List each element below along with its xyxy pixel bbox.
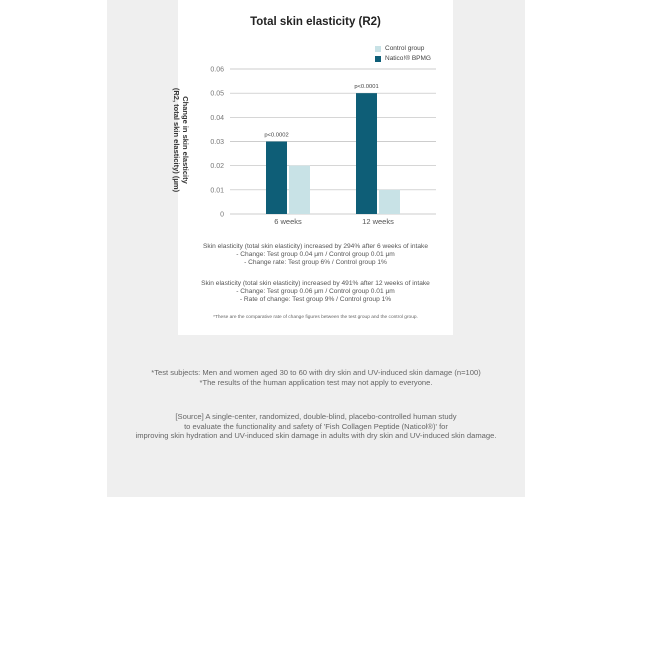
test-subjects-note bbox=[107, 368, 525, 387]
x-tick-label: 6 weeks bbox=[274, 217, 302, 226]
caption-12-weeks-line2: - Change: Test group 0.06 μm / Control group 0.01 μm bbox=[236, 288, 395, 295]
caption-12-weeks-line1: Skin elasticity (total skin elasticity) increased by 491% after 12 weeks of intake bbox=[201, 280, 430, 287]
test-subjects-line1: *Test subjects: Men and women aged 30 to 60 with dry skin and UV-induced skin damage (n=100) bbox=[151, 368, 481, 377]
bar-chart-plot bbox=[178, 0, 453, 240]
test-subjects-line2: *The results of the human application test may not apply to everyone. bbox=[199, 377, 433, 387]
bar-control-0 bbox=[289, 166, 310, 214]
y-axis-label-line1: Change in skin elasticity bbox=[181, 96, 190, 184]
legend-label-test: Natico!® BPMG bbox=[385, 55, 431, 62]
chart-footnote: *These are the comparative rate of change figures between the test group and the control group. bbox=[213, 315, 418, 320]
y-axis-label-line2: (R2, total skin elasticity) (μm) bbox=[172, 87, 181, 193]
caption-12-weeks-line3: - Rate of change: Test group 9% / Control group 1% bbox=[239, 296, 392, 303]
y-tick-label: 0.04 bbox=[210, 114, 224, 122]
caption-6-weeks-line2: - Change: Test group 0.04 μm / Control group 0.01 μm bbox=[236, 251, 395, 258]
source-line1: [Source] A single-center, randomized, double-blind, placebo-controlled human study bbox=[175, 412, 457, 421]
p-value-annotation: p<0.0001 bbox=[354, 84, 379, 91]
bar-test-0 bbox=[266, 142, 287, 215]
chart-title: Total skin elasticity (R2) bbox=[250, 16, 381, 28]
x-tick-label: 12 weeks bbox=[362, 217, 394, 226]
y-tick-label: 0.01 bbox=[210, 187, 224, 195]
y-tick-label: 0.06 bbox=[210, 66, 224, 74]
y-tick-label: 0.02 bbox=[210, 163, 224, 171]
source-line3: improving skin hydration and UV-induced skin damage in adults with dry skin and UV-induced skin damage. bbox=[135, 431, 497, 440]
y-tick-label: 0.05 bbox=[210, 90, 224, 98]
bar-test-1 bbox=[356, 93, 377, 214]
caption-12-weeks bbox=[178, 280, 453, 304]
legend-label-control: Control group bbox=[385, 45, 425, 52]
p-value-annotation: p<0.0002 bbox=[264, 132, 289, 139]
caption-6-weeks bbox=[178, 243, 453, 267]
caption-6-weeks-line1: Skin elasticity (total skin elasticity) increased by 294% after 6 weeks of intake bbox=[202, 243, 429, 250]
source-line2: to evaluate the functionality and safety of 'Fish Collagen Peptide (Naticol®)' for bbox=[184, 421, 448, 431]
y-tick-label: 0.03 bbox=[210, 139, 224, 146]
caption-6-weeks-line3: - Change rate: Test group 6% / Control group 1% bbox=[244, 259, 387, 266]
source-note bbox=[107, 412, 525, 441]
bar-control-1 bbox=[379, 190, 400, 214]
y-tick-label: 0 bbox=[220, 211, 224, 219]
chart-card bbox=[172, 0, 453, 335]
